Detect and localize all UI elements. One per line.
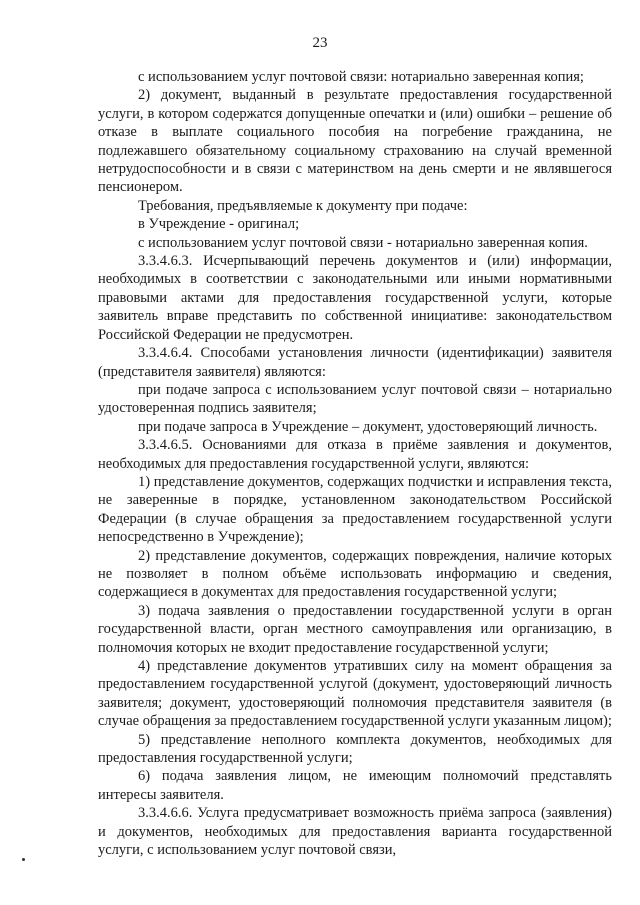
paragraph: 5) представление неполного комплекта документов, необходимых для предоставления государственной услуги;: [98, 731, 612, 767]
paragraph: 4) представление документов утративших силу на момент обращения за предоставлением государственной услугой (документ, удостоверяющий личность заявителя; документ, удостоверяющий полномочия представителя заявителя (в случае обращения за предоставлением государственной услуги указанным лицом);: [98, 658, 612, 730]
paragraph: 6) подача заявления лицом, не имеющим полномочий представлять интересы заявителя.: [98, 768, 612, 803]
paragraph: 3.3.4.6.5. Основаниями для отказа в приёме заявления и документов, необходимых для предоставления государственной услуги, являются:: [98, 437, 612, 472]
paragraph: 1) представление документов, содержащих подчистки и исправления текста, не заверенные в порядке, установленном законодательством Российской Федерации (в случае обращения за предоставлением государственной услуги непосредственно в Учреждение);: [98, 473, 612, 546]
paragraph: при подаче запроса с использованием услуг почтовой связи – нотариально удостоверенная подпись заявителя;: [98, 381, 612, 417]
document-body: [98, 68, 612, 859]
paragraph: 2) представление документов, содержащих повреждения, наличие которых не позволяет в полном объёме использовать информацию и сведения, содержащиеся в документах для предоставления государственной услуги;: [98, 547, 612, 601]
paragraph: при подаче запроса в Учреждение – документ, удостоверяющий личность.: [138, 418, 598, 435]
paragraph: Требования, предъявляемые к документу при подаче:: [138, 197, 468, 214]
paragraph: в Учреждение - оригинал;: [138, 216, 300, 233]
paragraph: 3) подача заявления о предоставлении государственной услуги в орган государственной власти, орган местного самоуправления или организацию, в полномочия которых не входит предоставление государственной услуги;: [98, 602, 612, 656]
paragraph: 3.3.4.6.3. Исчерпывающий перечень документов и (или) информации, необходимых в соответствии с законодательными или иными нормативными правовыми актами для предоставления государственной услуги, которые заявитель вправе представить по собственной инициативе: законодательством Российской Федерации не предусмотрен.: [98, 253, 612, 343]
scan-artifact-dot: [22, 858, 25, 861]
paragraph: с использованием услуг почтовой связи: нотариально заверенная копия;: [138, 69, 584, 85]
paragraph: 2) документ, выданный в результате предоставления государственной услуги, в котором содержатся допущенные опечатки и (или) ошибки – решение об отказе в выплате социального пособия на погребение гражданина, не подлежавшего обязательному социальному страхованию на случай временной нетрудоспособности и в связи с материнством на день смерти и не являвшегося пенсионером.: [98, 87, 612, 196]
paragraph: с использованием услуг почтовой связи - нотариально заверенная копия.: [138, 234, 588, 251]
paragraph: 3.3.4.6.4. Способами установления личности (идентификации) заявителя (представителя заявителя) являются:: [98, 345, 612, 380]
paragraph: 3.3.4.6.6. Услуга предусматривает возможность приёма запроса (заявления) и документов, необходимых для предоставления варианта государственной услуги, с использованием услуг почтовой связи,: [98, 805, 612, 859]
page-number: 23: [312, 35, 328, 51]
